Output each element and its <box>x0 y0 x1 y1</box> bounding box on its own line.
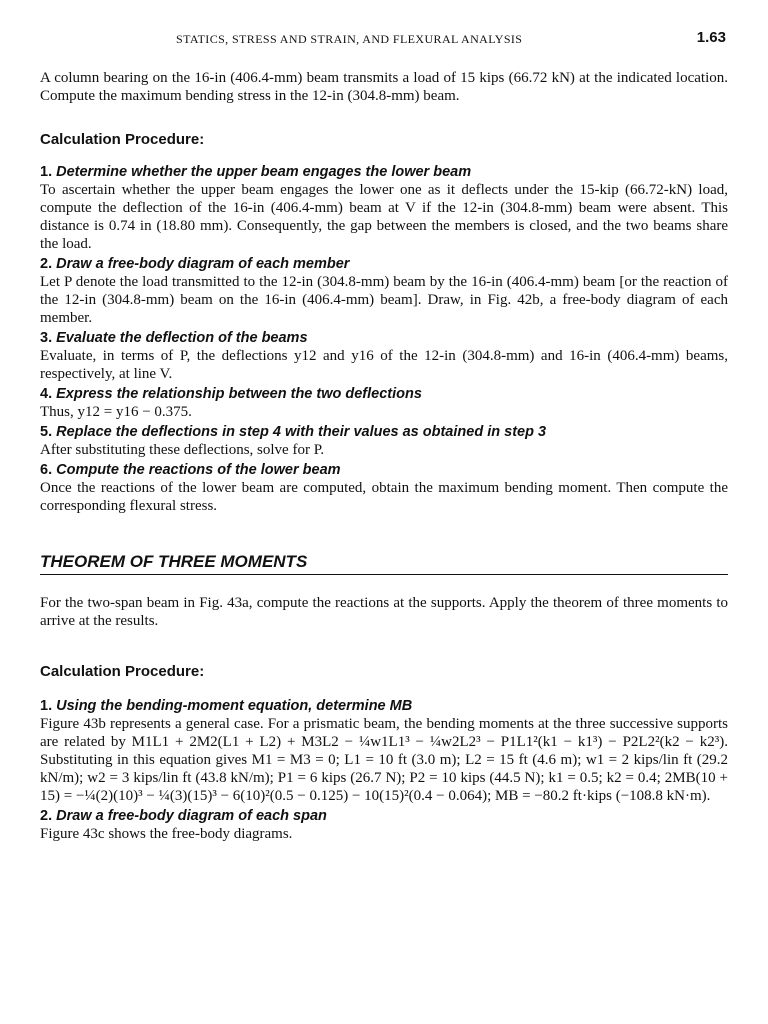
step-number: 5. <box>40 424 53 440</box>
step <box>40 423 728 459</box>
running-title: STATICS, STRESS AND STRAIN, AND FLEXURAL ANALYSIS <box>176 32 523 46</box>
step <box>40 697 728 805</box>
step-number: 2. <box>40 256 53 272</box>
step <box>40 807 728 843</box>
step-list <box>40 697 728 843</box>
step <box>40 329 728 383</box>
step-title-text: Evaluate the deflection of the beams <box>56 330 308 346</box>
step-title <box>40 255 728 273</box>
step-title <box>40 329 728 347</box>
document-page <box>40 28 728 845</box>
step-title-text: Replace the deflections in step 4 with their values as obtained in step 3 <box>56 424 547 440</box>
step-body: Figure 43b represents a general case. For a prismatic beam, the bending moments at the three successive supports are related by M1L1 + 2M2(L1 + L2) + M3L2 − ¼w1L1³ − ¼w2L2³ − P1L1²(k1 − k1³) − P2L2²(k2 − k2³). Substituting in this equation gives M1 = M3 = 0; L1 = 10 ft (3.0 m); L2 = 15 ft (4.6 m); w1 = 2 kips/lin ft (29.2 kN/m); w2 = 3 kips/lin ft (43.8 kN/m); P1 = 6 kips (26.7 N); P2 = 10 kips (44.5 N); k1 = 0.5; k2 = 0.4; 2MB(10 + 15) = −¼(2)(10)³ − ¼(3)(15)³ − 6(10)²(0.5 − 0.125) − 10(15)²(0.4 − 0.064); MB = −80.2 ft·kips (−108.8 kN·m). <box>40 716 728 804</box>
step-list <box>40 163 728 515</box>
step-title <box>40 163 728 181</box>
step-body: Thus, y12 = y16 − 0.375. <box>40 404 192 420</box>
step-body: Let P denote the load transmitted to the 12-in (304.8-mm) beam by the 16-in (406.4-mm) beam [or the reaction of the 12-in (304.8-mm) beam on the 16-in (406.4-mm) beam]. Draw, in Fig. 42b, a free-body diagram of each member. <box>40 274 728 326</box>
calculation-procedure-heading: Calculation Procedure: <box>40 131 205 148</box>
step-body: Once the reactions of the lower beam are computed, obtain the maximum bending moment. Then compute the corresponding flexural stress. <box>40 480 728 514</box>
step <box>40 461 728 515</box>
page-number: 1.63 <box>696 29 726 46</box>
step <box>40 385 728 421</box>
step-number: 1. <box>40 164 53 180</box>
step-title-text: Draw a free-body diagram of each span <box>56 808 327 824</box>
step-number: 6. <box>40 462 53 478</box>
calculation-procedure-heading: Calculation Procedure: <box>40 663 205 680</box>
step-number: 4. <box>40 386 53 402</box>
page-header <box>40 28 728 50</box>
step-body: After substituting these deflections, solve for P. <box>40 442 325 458</box>
step-title <box>40 385 728 403</box>
step-body: Figure 43c shows the free-body diagrams. <box>40 826 293 842</box>
step-title <box>40 807 728 825</box>
step-body: To ascertain whether the upper beam engages the lower one as it deflects under the 15-kip (66.72-kN) load, compute the deflection of the 16-in (406.4-mm) beam at V if the 12-in (304.8-mm) beam were absent. This distance is 0.74 in (18.80 mm). Consequently, the gap between the members is closed, and the two beams share the load. <box>40 182 728 252</box>
step-title-text: Determine whether the upper beam engages the lower beam <box>56 164 472 180</box>
step-body: Evaluate, in terms of P, the deflections y12 and y16 of the 12-in (304.8-mm) and 16-in (406.4-mm) beams, respectively, at line V. <box>40 348 728 382</box>
step-number: 3. <box>40 330 53 346</box>
step-number: 1. <box>40 698 53 714</box>
problem-statement: A column bearing on the 16-in (406.4-mm) beam transmits a load of 15 kips (66.72 kN) at the indicated location. Compute the maximum bending stress in the 12-in (304.8-mm) beam. <box>40 70 728 104</box>
step <box>40 255 728 327</box>
step-title <box>40 697 728 715</box>
step-title-text: Express the relationship between the two deflections <box>56 386 422 402</box>
section-title: THEOREM OF THREE MOMENTS <box>40 551 728 575</box>
section-statement: For the two-span beam in Fig. 43a, compute the reactions at the supports. Apply the theorem of three moments to arrive at the results. <box>40 595 728 629</box>
step <box>40 163 728 253</box>
step-title-text: Compute the reactions of the lower beam <box>56 462 341 478</box>
step-title-text: Draw a free-body diagram of each member <box>56 256 350 272</box>
step-title <box>40 423 728 441</box>
step-title <box>40 461 728 479</box>
step-number: 2. <box>40 808 53 824</box>
step-title-text: Using the bending-moment equation, determine MB <box>56 698 413 714</box>
